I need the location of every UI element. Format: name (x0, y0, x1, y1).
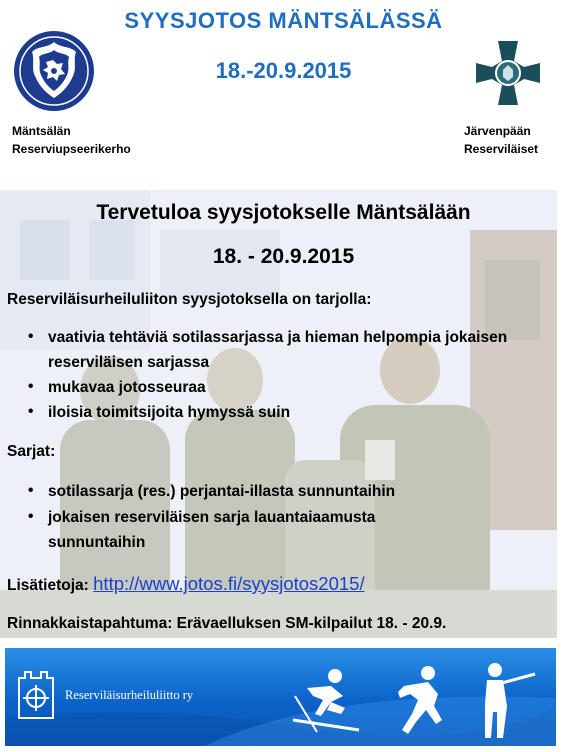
left-org-line2: Reserviupseerikerho (12, 142, 131, 156)
event-title: SYYSJOTOS MÄNTSÄLÄSSÄ (124, 8, 443, 33)
left-org-line1: Mäntsälän (12, 124, 71, 138)
offer-intro: Reserviläisurheiluliiton syysjotoksella on tarjolla: (7, 291, 372, 308)
skier-icon (287, 666, 367, 736)
series-item: jokaisen reserviläisen sarja lauantaiaamusta sunnuntaihin (48, 509, 376, 551)
background-photo (0, 190, 557, 638)
right-org-line1: Järvenpään (464, 124, 531, 138)
series-heading: Sarjat: (7, 443, 56, 460)
offer-item: iloisia toimitsijoita hymyssä suin (48, 404, 291, 421)
bullet-icon: • (28, 403, 34, 420)
bullet-icon: • (28, 482, 34, 499)
bullet-icon: • (28, 328, 34, 345)
bullet-icon: • (28, 508, 34, 525)
parallel-event: Rinnakkaistapahtuma: Erävaelluksen SM-kilpailut 18. - 20.9. (7, 615, 447, 632)
left-organization (12, 122, 131, 158)
footer-banner (5, 648, 556, 746)
shooter-icon (477, 660, 537, 740)
right-organization (464, 122, 538, 158)
castle-crosshair-icon (17, 670, 55, 720)
info-link[interactable]: http://www.jotos.fi/syysjotos2015/ (93, 573, 365, 594)
poster-body (0, 190, 557, 638)
runner-icon (390, 664, 450, 738)
offer-item: vaativia tehtäviä sotilassarjassa ja hieman helpompia jokaisen reserviläisen sarjassa (48, 329, 508, 371)
bullet-icon: • (28, 378, 34, 395)
poster-header (0, 0, 567, 190)
lion-emblem-icon (13, 30, 95, 112)
welcome-heading: Tervetuloa syysjotokselle Mäntsälään (96, 201, 471, 224)
info-row (7, 573, 365, 595)
offer-item: mukavaa jotosseuraa (48, 379, 206, 396)
series-item: sotilassarja (res.) perjantai-illasta sunnuntaihin (48, 483, 396, 500)
right-org-line2: Reserviläiset (464, 142, 539, 156)
welcome-dates: 18. - 20.9.2015 (212, 245, 355, 268)
cross-emblem-icon (472, 37, 544, 109)
footer-org-name: Reserviläisurheiluliitto ry (65, 688, 194, 702)
info-label: Lisätietoja: (7, 577, 89, 594)
event-dates: 18.-20.9.2015 (215, 58, 352, 83)
